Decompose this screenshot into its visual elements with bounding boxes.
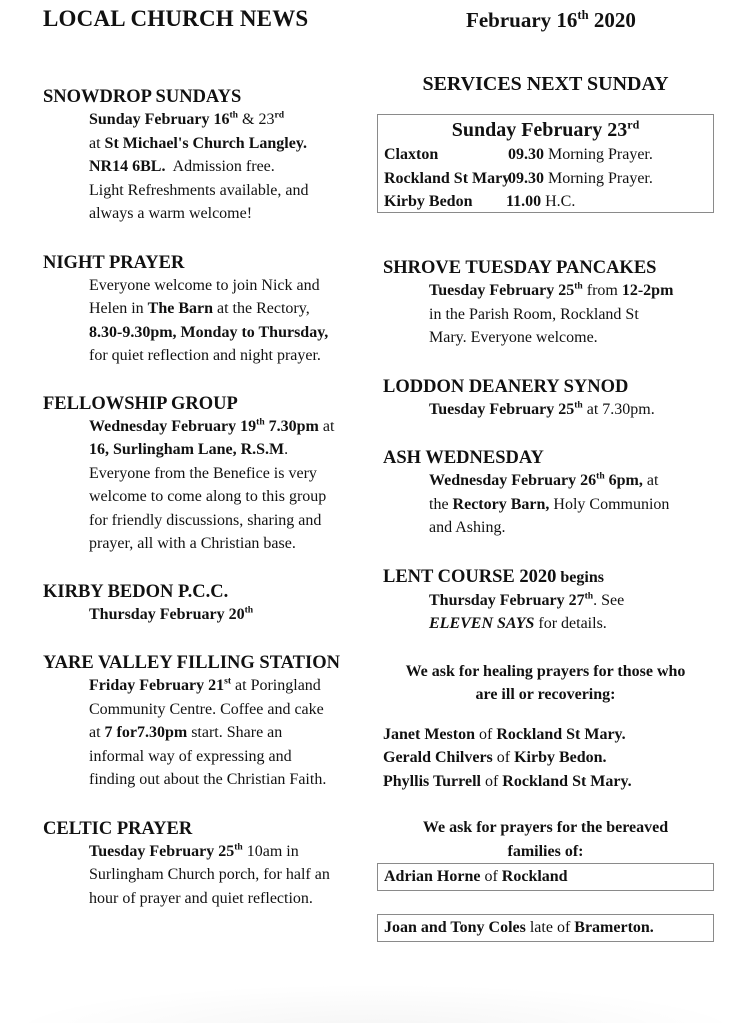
list-item: Janet Meston of Rockland St Mary. — [383, 725, 626, 743]
service-row: Kirby Bedon 11.00 H.C. — [384, 193, 576, 210]
issue-date: February 16th 2020 — [466, 8, 636, 32]
page-edge-shadow — [0, 983, 751, 1023]
bereaved-family-box: Adrian Horne of Rockland — [377, 863, 714, 891]
section-night-prayer — [43, 252, 368, 368]
section-body: Wednesday February 19th 7.30pm at 16, Surlingham Lane, R.S.M. Everyone from the Benefice is very welcome to come along to this group for friendly discussions, sharing and prayer, all with a Christian base. — [89, 416, 335, 552]
section-body: Wednesday February 26th 6pm, at the Rectory Barn, Holy Communion and Ashing. — [429, 470, 670, 536]
section-heading: FELLOWSHIP GROUP — [43, 393, 238, 414]
section-heading: CELTIC PRAYER — [43, 818, 193, 839]
section-heading: ASH WEDNESDAY — [383, 448, 544, 468]
section-body: Tuesday February 25th 10am in Surlingham Church porch, for half an hour of prayer and quiet reflection. — [89, 841, 330, 907]
service-row: Rockland St Mary 09.30 Morning Prayer. — [384, 169, 653, 187]
bereaved-family-box: Joan and Tony Coles late of Bramerton. — [377, 914, 714, 942]
section-body: Tuesday February 25th from 12-2pm in the Parish Room, Rockland St Mary. Everyone welcome. — [429, 280, 674, 346]
list-item: Gerald Chilvers of Kirby Bedon. — [383, 749, 607, 766]
section-body: Thursday February 20th — [89, 604, 254, 623]
bereaved-prayers-intro: We ask for prayers for the bereaved families of: — [422, 819, 669, 860]
section-shrove-tuesday — [383, 257, 723, 350]
section-deanery-synod — [383, 376, 723, 422]
healing-prayers-intro: We ask for healing prayers for those who are ill or recovering: — [405, 662, 686, 703]
section-heading: KIRBY BEDON P.C.C. — [43, 581, 229, 602]
section-fellowship-group — [43, 393, 368, 556]
section-body: Sunday February 16th & 23rd at St Michael's Church Langley. NR14 6BL. Admission free. Light Refreshments available, and always a warm welcome! — [89, 109, 309, 222]
section-body: Friday February 21st at Poringland Community Centre. Coffee and cake at 7 for7.30pm start. Share an informal way of expressing and finding out about the Christian Faith. — [89, 675, 327, 788]
section-kirby-bedon-pcc — [43, 581, 368, 627]
service-row: Claxton 09.30 Morning Prayer. — [384, 146, 653, 163]
section-heading: LENT COURSE 2020 begins — [383, 566, 604, 587]
section-body: Thursday February 27th. See ELEVEN SAYS for details. — [429, 590, 625, 632]
section-lent-course — [383, 566, 723, 636]
section-body: Everyone welcome to join Nick and Helen in The Barn at the Rectory, 8.30-9.30pm, Monday to Thursday, for quiet reflection and night prayer. — [89, 276, 329, 364]
section-heading: SNOWDROP SUNDAYS — [43, 87, 242, 107]
section-ash-wednesday — [383, 447, 723, 540]
section-celtic-prayer — [43, 818, 368, 911]
section-heading: NIGHT PRAYER — [43, 252, 185, 273]
section-yare-valley — [43, 652, 368, 792]
services-box — [377, 114, 714, 213]
section-heading: LODDON DEANERY SYNOD — [383, 376, 629, 397]
left-column — [43, 86, 368, 910]
healing-prayers-list — [383, 723, 723, 794]
section-body: Tuesday February 25th at 7.30pm. — [429, 399, 655, 418]
page-title: LOCAL CHURCH NEWS — [43, 6, 309, 31]
services-heading: SERVICES NEXT SUNDAY — [422, 73, 669, 95]
services-date: Sunday February 23rd — [451, 117, 640, 141]
list-item: Phyllis Turrell of Rockland St Mary. — [383, 772, 632, 790]
section-heading: YARE VALLEY FILLING STATION — [43, 653, 340, 673]
right-column — [383, 72, 723, 942]
section-snowdrop-sundays — [43, 86, 368, 226]
section-heading: SHROVE TUESDAY PANCAKES — [383, 258, 657, 278]
